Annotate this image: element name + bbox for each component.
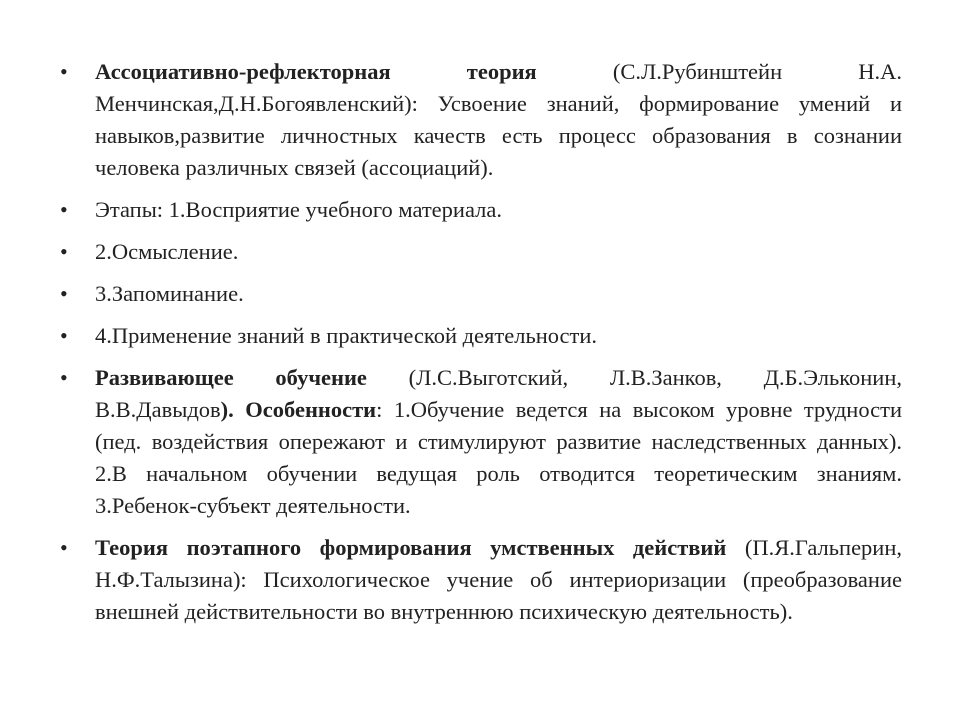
item-text: 3.Запоминание. <box>95 281 244 306</box>
item-title: Ассоциативно-рефлекторная теория <box>95 59 537 84</box>
item-text: Этапы: 1.Восприятие учебного материала. <box>95 197 502 222</box>
bullet-icon: • <box>60 239 68 264</box>
list-item-stage-4 <box>60 320 902 352</box>
bullet-icon: • <box>60 535 68 560</box>
item-text-features: : 1.Обучение ведется на высоком уровне трудности (пед. воздействия опережают и стимулируют развитие наследственных данных). 2.В начальном обучении ведущая роль отводится теоретическим знаниям. 3.Ребенок-субъект деятельности. <box>95 397 902 518</box>
list-item-developmental-learning <box>60 362 902 522</box>
item-title: Теория поэтапного формирования умственных действий <box>95 535 727 560</box>
item-text-authors: (Л.С.Выготский, Л.В.Занков, Д.Б.Эльконин, В.В.Давыдов <box>95 365 902 422</box>
item-title: Развивающее обучение <box>95 365 367 390</box>
bullet-list <box>60 56 902 638</box>
bullet-icon: • <box>60 323 68 348</box>
item-text: (П.Я.Гальперин, Н.Ф.Талызина): Психологическое учение об интериоризации (преобразование внешней действительности во внутреннюю психическую деятельность). <box>95 535 903 624</box>
list-item-stepwise-theory <box>60 532 902 628</box>
list-item-stage-3 <box>60 278 902 310</box>
item-text: (С.Л.Рубинштейн Н.А. Менчинская,Д.Н.Богоявленский): Усвоение знаний, формирование умений и навыков,развитие личностных качеств есть процесс образования в сознании человека различных связей (ассоциаций). <box>95 59 902 180</box>
list-item-associative-theory <box>60 56 902 184</box>
item-text: 2.Осмысление. <box>95 239 239 264</box>
list-item-stages <box>60 194 902 226</box>
bullet-icon: • <box>60 197 68 222</box>
bullet-icon: • <box>60 59 68 84</box>
bullet-icon: • <box>60 281 68 306</box>
item-subtitle: ). Особенности <box>220 397 377 422</box>
bullet-icon: • <box>60 365 68 390</box>
item-text: 4.Применение знаний в практической деятельности. <box>95 323 598 348</box>
list-item-stage-2 <box>60 236 902 268</box>
